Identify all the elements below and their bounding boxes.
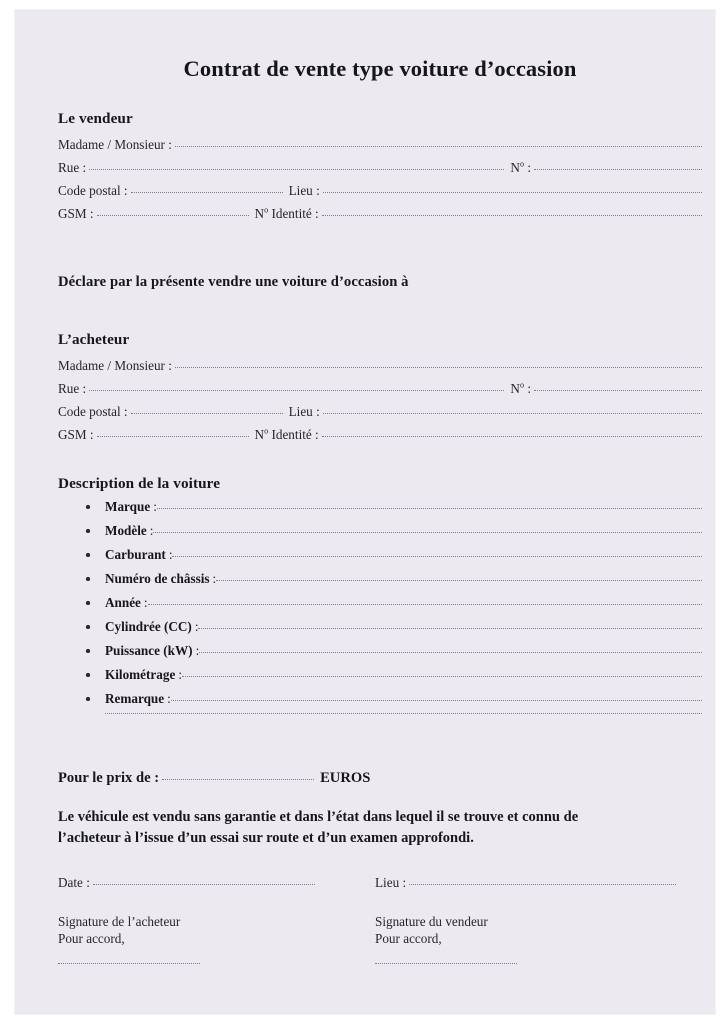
car-field-label-modele: Modèle (105, 523, 147, 538)
buyer-name-label: Madame / Monsieur : (58, 358, 172, 373)
seller-street-number-input[interactable] (534, 169, 702, 170)
section-heading-car-description: Description de la voiture (58, 475, 221, 492)
bullet-icon (86, 553, 90, 557)
bullet-icon (86, 697, 90, 701)
price-currency-label: EUROS (320, 770, 371, 786)
signature-column-seller (375, 875, 688, 964)
seller-signature-caption (375, 913, 688, 948)
signature-column-buyer (58, 875, 371, 964)
bullet-icon (86, 577, 90, 581)
bullet-icon (86, 649, 90, 653)
car-field-input-remarque-continuation[interactable] (105, 713, 702, 714)
car-field-separator: : (143, 595, 148, 610)
price-row (58, 770, 702, 787)
buyer-id-label: $N^o$ Identité : (254, 426, 319, 442)
warranty-statement: Le véhicule est vendu sans garantie et dans l’état dans lequel il se trouve et connu de l’acheteur à l’issue d’un essai sur route et d’un examen approfondi. (58, 809, 579, 846)
buyer-name-row (58, 359, 702, 382)
buyer-street-row (58, 382, 702, 405)
car-field-separator: : (194, 619, 199, 634)
price-input[interactable] (162, 779, 314, 780)
seller-id-label: $N^o$ Identité : (254, 205, 319, 221)
seller-signature-caption-line2: Pour accord, (375, 931, 442, 947)
car-field-label-carburant: Carburant (105, 547, 166, 562)
seller-name-label: Madame / Monsieur : (58, 137, 172, 152)
buyer-postal-row (58, 405, 702, 428)
section-heading-seller: Le vendeur (58, 110, 133, 127)
signature-place-row (375, 875, 688, 897)
car-field-separator: : (195, 643, 200, 658)
list-item (58, 595, 702, 619)
seller-id-input[interactable] (322, 215, 702, 216)
car-field-input-carburant[interactable] (172, 556, 702, 557)
list-item (58, 619, 702, 643)
car-field-separator: : (153, 499, 157, 514)
buyer-street-input[interactable] (89, 390, 504, 391)
car-field-input-puissance[interactable] (199, 652, 702, 653)
car-field-label-annee: Année (105, 595, 141, 610)
seller-gsm-input[interactable] (97, 215, 249, 216)
buyer-fields (58, 359, 702, 451)
buyer-signature-caption-line1: Signature de l’acheteur (58, 913, 181, 929)
price-label: Pour le prix de : (58, 770, 160, 786)
seller-signature-input[interactable] (375, 963, 517, 964)
seller-street-number-label: $N^o$ : (510, 159, 531, 175)
section-heading-buyer: L’acheteur (58, 331, 130, 348)
seller-name-row (58, 138, 702, 161)
buyer-street-number-input[interactable] (534, 390, 702, 391)
car-field-separator: : (178, 667, 182, 682)
buyer-postal-input[interactable] (131, 413, 283, 414)
bullet-icon (86, 529, 90, 533)
car-field-input-numero-chassis[interactable] (216, 580, 702, 581)
ordinal-superscript: o (264, 205, 269, 215)
buyer-gsm-row (58, 428, 702, 451)
seller-postal-input[interactable] (131, 192, 283, 193)
document-body (14, 9, 716, 1015)
car-field-input-cylindree[interactable] (198, 628, 702, 629)
seller-street-row (58, 161, 702, 184)
seller-place-label: Lieu : (288, 183, 320, 198)
seller-place-input[interactable] (323, 192, 702, 193)
buyer-place-label: Lieu : (288, 404, 320, 419)
list-item (58, 667, 702, 691)
page-title: Contrat de vente type voiture d’occasion (183, 56, 577, 81)
buyer-gsm-label: GSM : (58, 427, 94, 442)
car-field-label-kilometrage: Kilométrage (105, 667, 176, 682)
buyer-signature-input[interactable] (58, 963, 200, 964)
buyer-place-input[interactable] (323, 413, 702, 414)
list-item (58, 523, 702, 547)
seller-gsm-label: GSM : (58, 206, 94, 221)
seller-postal-row (58, 184, 702, 207)
signature-section (58, 875, 702, 964)
seller-postal-label: Code postal : (58, 183, 128, 198)
seller-street-input[interactable] (89, 169, 504, 170)
car-field-separator: : (168, 547, 173, 562)
car-field-separator: : (212, 571, 217, 586)
bullet-icon (86, 625, 90, 629)
ordinal-superscript: o (519, 380, 525, 390)
car-description-list (58, 499, 702, 715)
bullet-icon (86, 673, 90, 677)
document-sheet (14, 9, 716, 1015)
buyer-postal-label: Code postal : (58, 404, 128, 419)
buyer-id-input[interactable] (322, 436, 702, 437)
list-item (58, 691, 702, 715)
ordinal-superscript: o (519, 159, 525, 169)
list-item (58, 571, 702, 595)
seller-gsm-row (58, 207, 702, 230)
seller-street-label: Rue : (58, 160, 87, 175)
car-field-label-cylindree: Cylindrée (CC) (105, 619, 192, 634)
car-field-input-marque[interactable] (157, 508, 702, 509)
bullet-icon (86, 601, 90, 605)
remarque-continuation-row (58, 715, 702, 737)
car-field-label-marque: Marque (105, 499, 151, 514)
bullet-icon (86, 505, 90, 509)
ordinal-superscript: o (264, 426, 269, 436)
seller-name-input[interactable] (175, 146, 702, 147)
car-field-input-remarque[interactable] (171, 700, 702, 701)
signature-date-input[interactable] (93, 884, 315, 885)
car-field-input-modele[interactable] (153, 532, 702, 533)
car-field-label-numero-chassis: Numéro de châssis (105, 571, 210, 586)
seller-fields (58, 138, 702, 230)
buyer-gsm-input[interactable] (97, 436, 249, 437)
buyer-signature-caption-line2: Pour accord, (58, 931, 125, 947)
buyer-street-number-label: $N^o$ : (510, 380, 531, 396)
car-field-label-remarque: Remarque (105, 691, 165, 706)
car-field-input-annee[interactable] (148, 604, 702, 605)
list-item (58, 547, 702, 571)
buyer-name-input[interactable] (175, 367, 702, 368)
seller-signature-caption-line1: Signature du vendeur (375, 913, 488, 929)
car-field-separator: : (149, 523, 154, 538)
signature-place-label: Lieu : (375, 874, 407, 890)
list-item (58, 499, 702, 523)
car-field-input-kilometrage[interactable] (182, 676, 702, 677)
buyer-street-label: Rue : (58, 381, 87, 396)
car-field-label-puissance: Puissance (kW) (105, 643, 193, 658)
declaration-text: Déclare par la présente vendre une voiture d’occasion à (58, 274, 409, 290)
car-field-separator: : (167, 691, 171, 706)
signature-date-label: Date : (58, 874, 90, 890)
signature-place-input[interactable] (409, 884, 676, 885)
list-item (58, 643, 702, 667)
buyer-signature-caption (58, 913, 371, 948)
signature-date-row (58, 875, 371, 897)
